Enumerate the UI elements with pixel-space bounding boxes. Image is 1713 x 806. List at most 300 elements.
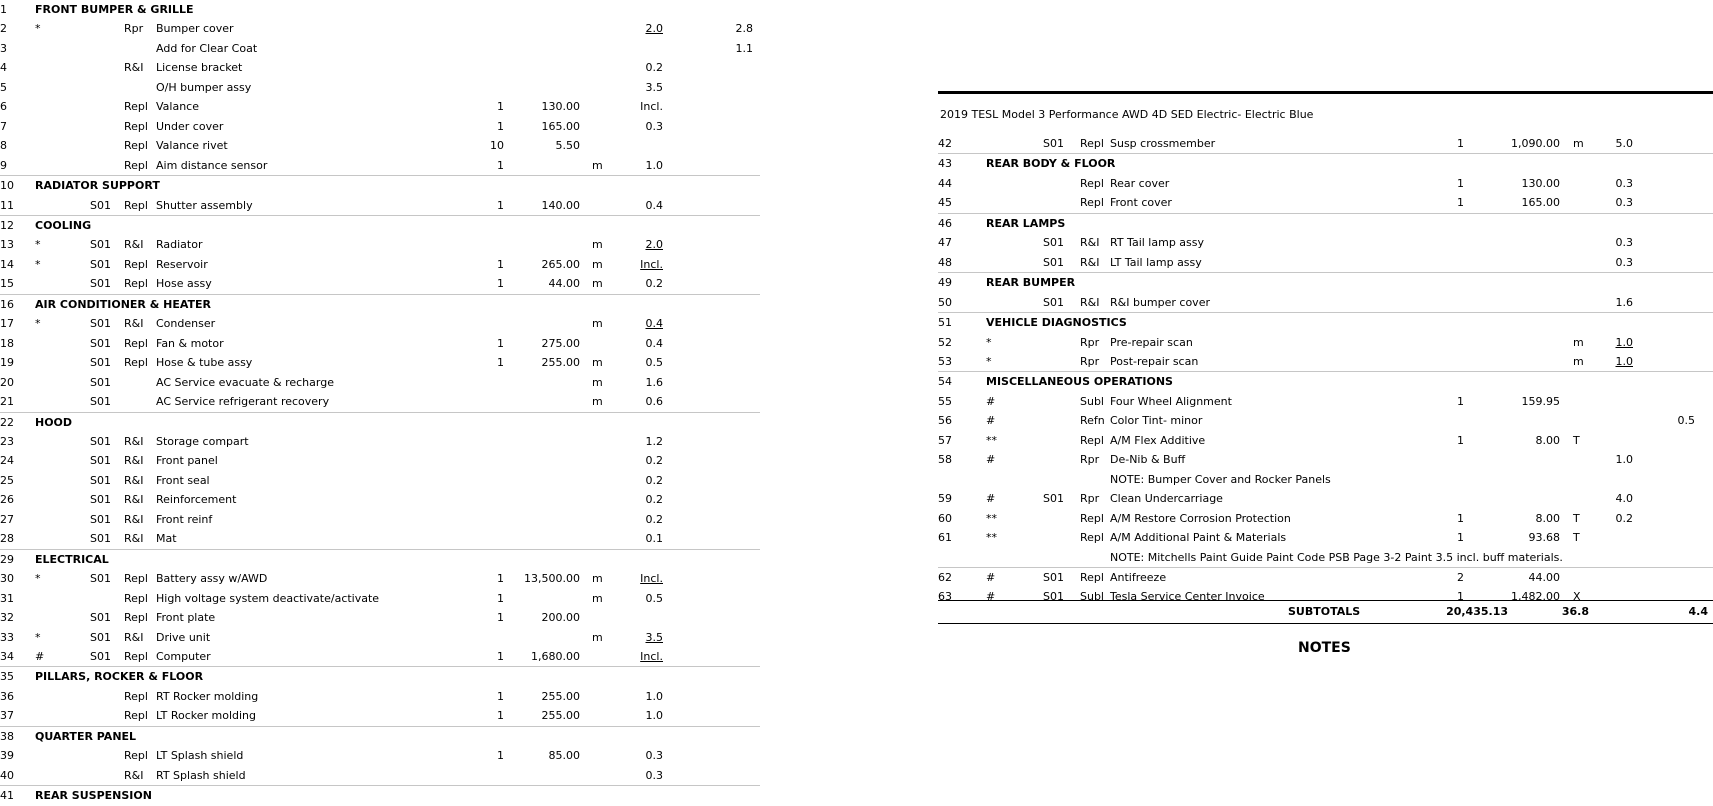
line-sup: S01 [1043,255,1064,269]
line-labor: Incl. [640,100,663,114]
line-price: 85.00 [548,749,580,763]
line-line: 30 [0,572,14,586]
line-labor: 1.0 [1615,453,1633,467]
line-line: 18 [0,336,14,350]
line-qty: 1 [1457,511,1464,525]
line-line: 33 [0,630,14,644]
line-op: R&I [124,473,144,487]
estimate-line [938,293,1713,312]
line-price: 255.00 [541,709,580,723]
line-desc: Front cover [1110,196,1172,210]
line-sup: S01 [90,257,111,271]
line-line: 2 [0,22,7,36]
line-desc: Battery assy w/AWD [156,572,268,586]
line-desc: High voltage system deactivate/activate [156,591,380,605]
line-line: 4 [0,61,7,75]
line-m: m [592,257,603,271]
line-m: m [592,375,603,389]
estimate-line [0,628,760,647]
estimate-line [0,706,760,725]
estimate-line [0,196,760,215]
line-section-title: REAR LAMPS [986,216,1066,230]
line-sup: S01 [90,630,111,644]
line-line: 59 [938,492,952,506]
line-op: Repl [1080,531,1104,545]
line-op: Subl [1080,590,1104,604]
line-line: 11 [0,198,14,212]
section-row [938,312,1713,332]
line-labor: 0.2 [645,277,663,291]
section-row [0,0,760,19]
line-price: 159.95 [1521,394,1560,408]
line-number: 29 [0,552,14,566]
line-labor: 2.0 [645,238,663,252]
section-row [0,785,760,805]
line-labor: Incl. [640,257,663,271]
line-line: 60 [938,511,952,525]
line-flag: ** [986,531,997,545]
line-desc: Fan & motor [156,336,224,350]
section-row [0,294,760,314]
line-section-title: FRONT BUMPER & GRILLE [35,3,194,16]
estimate-line [938,489,1713,508]
line-labor: 1.0 [645,709,663,723]
line-line: 5 [0,80,7,94]
line-section-title: HOOD [35,415,73,429]
line-line: 63 [938,590,952,604]
line-flag: # [35,649,45,663]
line-labor: 0.3 [645,119,663,133]
line-op: Repl [124,139,148,153]
line-labor: 0.5 [645,591,663,605]
line-labor: 4.0 [1615,492,1633,506]
line-desc: Hose & tube assy [156,356,253,370]
line-op: Repl [124,649,148,663]
line-qty: 1 [497,709,504,723]
subtotals-row [938,600,1713,624]
line-flag: * [986,354,992,368]
line-labor: 0.4 [645,198,663,212]
line-labor: 1.6 [1615,295,1633,309]
line-labor: 1.0 [1615,354,1633,368]
line-labor: 0.3 [1615,196,1633,210]
line-m: m [592,395,603,409]
estimate-line [938,233,1713,252]
line-price: 13,500.00 [524,572,580,586]
line-line: 50 [938,295,952,309]
line-number: 1 [0,3,7,16]
estimate-line [0,136,760,155]
line-qty: 1 [1457,394,1464,408]
line-desc: A/M Flex Additive [1110,433,1206,447]
line-line: 25 [0,473,14,487]
line-sup: S01 [90,473,111,487]
line-op: Repl [124,119,148,133]
line-desc: Hose assy [156,277,212,291]
line-op: Refn [1080,414,1105,428]
line-op: Repl [124,591,148,605]
note-row [938,548,1713,567]
line-paint: 1.1 [735,41,753,55]
line-line: 21 [0,395,14,409]
line-m: m [592,356,603,370]
line-number: 10 [0,179,14,193]
line-desc: Drive unit [156,630,211,644]
line-section-title: COOLING [35,218,92,232]
header-rule [938,91,1713,94]
line-qty: 1 [497,158,504,172]
line-sup: S01 [90,493,111,507]
section-row [0,215,760,235]
line-section-title: REAR BUMPER [986,276,1076,290]
line-qty: 1 [1457,590,1464,604]
line-qty: 1 [497,356,504,370]
line-line: 36 [0,689,14,703]
line-op: Rpr [1080,354,1100,368]
line-m: T [1573,511,1580,525]
line-sup: S01 [1043,492,1064,506]
line-op: Rpr [1080,453,1100,467]
estimate-line [938,450,1713,469]
line-labor: 1.6 [645,375,663,389]
line-desc: Four Wheel Alignment [1110,394,1232,408]
line-sup: S01 [90,375,111,389]
line-line: 45 [938,196,952,210]
estimate-line [938,431,1713,450]
estimate-line [0,255,760,274]
line-op: Repl [124,257,148,271]
line-desc: Susp crossmember [1110,137,1216,150]
line-labor: 0.2 [645,454,663,468]
line-qty: 1 [497,277,504,291]
line-flag: # [986,394,996,408]
line-desc: LT Rocker molding [156,709,257,723]
line-note: NOTE: Bumper Cover and Rocker Panels [1110,472,1331,486]
line-qty: 1 [497,198,504,212]
line-desc: Computer [156,649,211,663]
line-desc: AC Service evacuate & recharge [156,375,334,389]
line-number: 46 [938,216,952,230]
line-line: 57 [938,433,952,447]
line-qty: 1 [1457,433,1464,447]
line-desc: License bracket [156,61,243,75]
line-op: Repl [1080,570,1104,584]
line-flag: # [986,414,996,428]
line-price: 8.00 [1535,433,1560,447]
line-sup: S01 [1043,590,1064,604]
estimate-line [938,174,1713,193]
section-row [0,412,760,432]
line-op: R&I [124,493,144,507]
estimate-line [0,235,760,254]
line-labor: 0.3 [1615,236,1633,250]
line-sup: S01 [1043,137,1064,150]
estimate-line [938,509,1713,528]
line-flag: * [35,257,41,271]
estimate-line [938,193,1713,212]
line-line: 13 [0,238,14,252]
line-qty: 1 [497,611,504,625]
line-op: Repl [124,356,148,370]
line-sup: S01 [90,649,111,663]
line-labor: 3.5 [645,80,663,94]
line-sup: S01 [90,572,111,586]
line-desc: Rear cover [1110,176,1170,190]
line-desc: Valance [156,100,199,114]
line-desc: Front reinf [156,512,213,526]
line-number: 41 [0,789,14,803]
line-desc: Post-repair scan [1110,354,1199,368]
line-op: R&I [124,630,144,644]
line-desc: Antifreeze [1110,570,1167,584]
estimate-line [0,766,760,785]
line-line: 40 [0,768,14,782]
line-labor: 0.2 [645,61,663,75]
line-desc: Tesla Service Center Invoice [1110,590,1265,604]
estimate-line [938,333,1713,352]
line-line: 62 [938,570,952,584]
line-labor: 1.0 [1615,335,1633,349]
line-price: 130.00 [541,100,580,114]
line-number: 43 [938,157,952,171]
line-labor: 1.0 [645,158,663,172]
line-desc: Bumper cover [156,22,234,36]
line-price: 1,482.00 [1511,590,1560,604]
line-qty: 1 [497,689,504,703]
estimate-line [0,529,760,548]
line-op: Repl [124,611,148,625]
estimate-line [0,490,760,509]
line-labor: 1.2 [645,434,663,448]
line-labor: 0.5 [645,356,663,370]
line-line: 34 [0,649,14,663]
line-sup: S01 [90,512,111,526]
line-section-title: QUARTER PANEL [35,729,137,743]
line-sup: S01 [90,454,111,468]
line-op: Rpr [124,22,144,36]
line-desc: Aim distance sensor [156,158,268,172]
estimate-line [0,589,760,608]
estimate-line [938,567,1713,587]
line-extra: 0.5 [1677,414,1695,428]
line-sup: S01 [90,277,111,291]
estimate-line [0,432,760,451]
line-op: Repl [124,277,148,291]
line-number: 12 [0,218,14,232]
line-desc: AC Service refrigerant recovery [156,395,330,409]
line-section-title: AIR CONDITIONER & HEATER [35,297,212,311]
section-row [0,175,760,195]
line-line: 44 [938,176,952,190]
notes-heading: NOTES [1298,640,1351,656]
line-price: 275.00 [541,336,580,350]
line-line: 26 [0,493,14,507]
line-labor: 5.0 [1615,137,1633,150]
estimate-line [938,411,1713,430]
line-price: 44.00 [548,277,580,291]
line-labor: 0.6 [645,395,663,409]
line-price: 93.68 [1528,531,1560,545]
line-op: R&I [124,768,144,782]
line-sup: S01 [1043,570,1064,584]
line-number: 49 [938,276,952,290]
line-labor: 0.2 [645,493,663,507]
line-flag: # [986,570,996,584]
line-labor: 0.3 [645,749,663,763]
line-line: 23 [0,434,14,448]
line-number: 38 [0,729,14,743]
line-flag: ** [986,511,997,525]
line-desc: Radiator [156,238,203,252]
line-qty: 1 [1457,196,1464,210]
section-row [0,549,760,569]
line-desc: Under cover [156,119,224,133]
line-op: Rpr [1080,492,1100,506]
line-op: R&I [1080,236,1100,250]
section-row [938,153,1713,173]
line-m: T [1573,433,1580,447]
estimate-line [938,528,1713,547]
line-price: 130.00 [1521,176,1560,190]
line-m: m [592,158,603,172]
line-desc: Valance rivet [156,139,228,153]
line-line: 20 [0,375,14,389]
line-line: 32 [0,611,14,625]
line-labor: 0.4 [645,336,663,350]
vehicle-description: 2019 TESL Model 3 Performance AWD 4D SED Electric- Electric Blue [940,108,1314,121]
estimate-line [0,334,760,353]
line-labor: 2.0 [645,22,663,36]
line-desc: De-Nib & Buff [1110,453,1186,467]
line-qty: 10 [490,139,504,153]
line-section-title: REAR SUSPENSION [35,789,152,803]
line-price: 165.00 [1521,196,1560,210]
line-desc: Front seal [156,473,210,487]
line-desc: Reservoir [156,257,208,271]
line-line: 48 [938,255,952,269]
line-m: X [1573,590,1581,604]
estimate-line [0,58,760,77]
line-qty: 1 [497,749,504,763]
line-line: 28 [0,532,14,546]
line-desc: Reinforcement [156,493,237,507]
estimate-line [0,471,760,490]
line-section-title: REAR BODY & FLOOR [986,157,1116,171]
line-flag: ** [986,433,997,447]
line-labor: 0.3 [645,768,663,782]
line-sup: S01 [90,532,111,546]
line-op: R&I [124,532,144,546]
estimate-line [0,353,760,372]
line-m: m [592,317,603,331]
line-qty: 1 [1457,176,1464,190]
line-section-title: ELECTRICAL [35,552,109,566]
estimate-line [0,746,760,765]
line-qty: 1 [497,119,504,133]
estimate-line [0,78,760,97]
subtotals-amount: 20,435.13 [1446,605,1508,618]
line-op: Repl [124,689,148,703]
line-op: Repl [124,749,148,763]
line-desc: LT Tail lamp assy [1110,255,1202,269]
line-line: 58 [938,453,952,467]
estimate-line [0,608,760,627]
line-desc: Clean Undercarriage [1110,492,1223,506]
subtotals-labor: 36.8 [1561,605,1589,618]
line-op: R&I [1080,255,1100,269]
estimate-line [0,39,760,58]
estimate-line [0,97,760,116]
subtotals-label: SUBTOTALS [1288,605,1361,618]
line-labor: 0.4 [645,317,663,331]
line-sup: S01 [90,395,111,409]
section-row [938,213,1713,233]
line-desc: A/M Restore Corrosion Protection [1110,511,1291,525]
line-op: Repl [1080,196,1104,210]
line-line: 24 [0,454,14,468]
estimate-right-column [938,134,1713,607]
line-line: 52 [938,335,952,349]
line-labor: 0.3 [1615,176,1633,190]
line-sup: S01 [90,317,111,331]
note-row [938,470,1713,489]
section-row [938,371,1713,391]
line-labor: 0.2 [645,512,663,526]
line-desc: RT Rocker molding [156,689,259,703]
line-price: 255.00 [541,689,580,703]
line-m: m [592,630,603,644]
line-desc: Pre-repair scan [1110,335,1193,349]
line-m: m [592,572,603,586]
line-flag: * [986,335,992,349]
estimate-line [0,687,760,706]
line-number: 54 [938,375,952,389]
line-flag: * [35,238,41,252]
line-sup: S01 [1043,236,1064,250]
line-op: R&I [124,317,144,331]
estimate-line [0,274,760,293]
line-flag: * [35,572,41,586]
line-qty: 1 [497,336,504,350]
line-qty: 1 [497,100,504,114]
line-m: m [592,238,603,252]
line-line: 53 [938,354,952,368]
line-line: 15 [0,277,14,291]
line-line: 56 [938,414,952,428]
line-qty: 1 [497,572,504,586]
line-labor: 0.3 [1615,255,1633,269]
line-desc: Storage compart [156,434,249,448]
line-op: Repl [124,100,148,114]
line-op: R&I [124,238,144,252]
line-sup: S01 [90,336,111,350]
line-sup: S01 [90,198,111,212]
line-flag: # [986,453,996,467]
line-sup: S01 [90,238,111,252]
line-price: 265.00 [541,257,580,271]
estimate-line [938,352,1713,371]
estimate-line [0,19,760,38]
line-number: 22 [0,415,14,429]
line-line: 6 [0,100,7,114]
line-labor: 3.5 [645,630,663,644]
line-line: 3 [0,41,7,55]
line-desc: Shutter assembly [156,198,253,212]
line-line: 55 [938,394,952,408]
line-note: NOTE: Mitchells Paint Guide Paint Code PSB Page 3-2 Paint 3.5 incl. buff materials. [1110,550,1563,564]
line-flag: # [986,590,996,604]
line-price: 1,090.00 [1511,137,1560,150]
